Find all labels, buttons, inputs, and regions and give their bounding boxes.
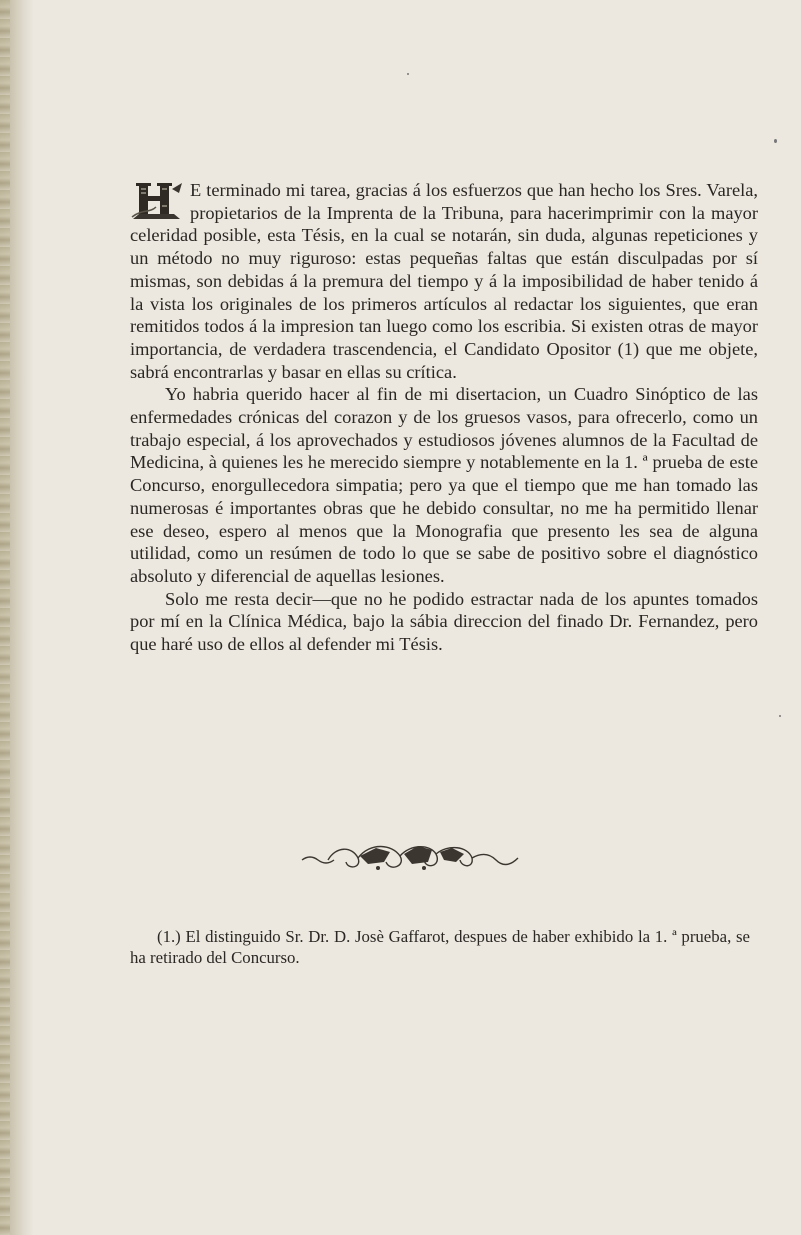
paragraph-3: Solo me resta decir—que no he podido estractar nada de los apuntes tomados por mí en la Clínica Médica, bajo la sábia direccion del finado Dr. Fernandez, pero que haré uso de ellos al defender mi Tésis. xyxy=(130,588,758,655)
body-text xyxy=(130,179,758,656)
drop-cap-h xyxy=(130,181,186,221)
footnote xyxy=(130,926,750,968)
drop-cap-ornament-icon xyxy=(130,181,186,221)
paragraph-2: Yo habria querido hacer al fin de mi disertacion, un Cuadro Sinóptico de las enfermedades crónicas del corazon y de los gruesos vasos, para ofrecerlo, como un trabajo especial, á los aprovechados y estudiosos jóvenes alumnos de la Facultad de Medicina, à quienes les he merecido siempre y notablemente en la 1. ª prueba de este Concurso, enorgullecedora simpatia; pero ya que el tiempo que me han tomado las numerosas é importantes obras que he debido consultar, no me ha permitido llenar ese deseo, espero al menos que la Monografia que presento les sea de alguna utilidad, como un resúmen de todo lo que se sabe de positivo sobre el diagnóstico absoluto y diferencial de aquellas lesiones. xyxy=(130,384,758,586)
footnote-text: (1.) El distinguido Sr. Dr. D. Josè Gaffarot, despues de haber exhibido la 1. ª prueba, se ha retirado del Concurso. xyxy=(130,927,750,967)
ink-speck xyxy=(779,715,781,717)
divider-ornament-icon xyxy=(300,838,520,876)
ink-speck xyxy=(407,73,409,75)
paragraph-1: E terminado mi tarea, gracias á los esfuerzos que han hecho los Sres. Varela, propietarios de la Imprenta de la Tribuna, para hacerimprimir con la mayor celeridad posible, esta Tésis, en la cual se notarán, sin duda, algunas repeticiones y un método no muy riguroso: estas pequeñas faltas que están disculpadas por sí mismas, son debidas á la premura del tiempo y á la imposibilidad de haber tenido á la vista los originales de los primeros artículos al redactar los siguientes, que eran remitidos todos á la impresion tan luego como los escribia. Si existen otras de mayor importancia, de verdadera trascendencia, el Candidato Opositor (1) que me objete, sabrá encontrarlas y basar en ellas su crítica. xyxy=(130,180,758,382)
page-edge xyxy=(0,0,34,1235)
ink-speck xyxy=(774,139,777,143)
